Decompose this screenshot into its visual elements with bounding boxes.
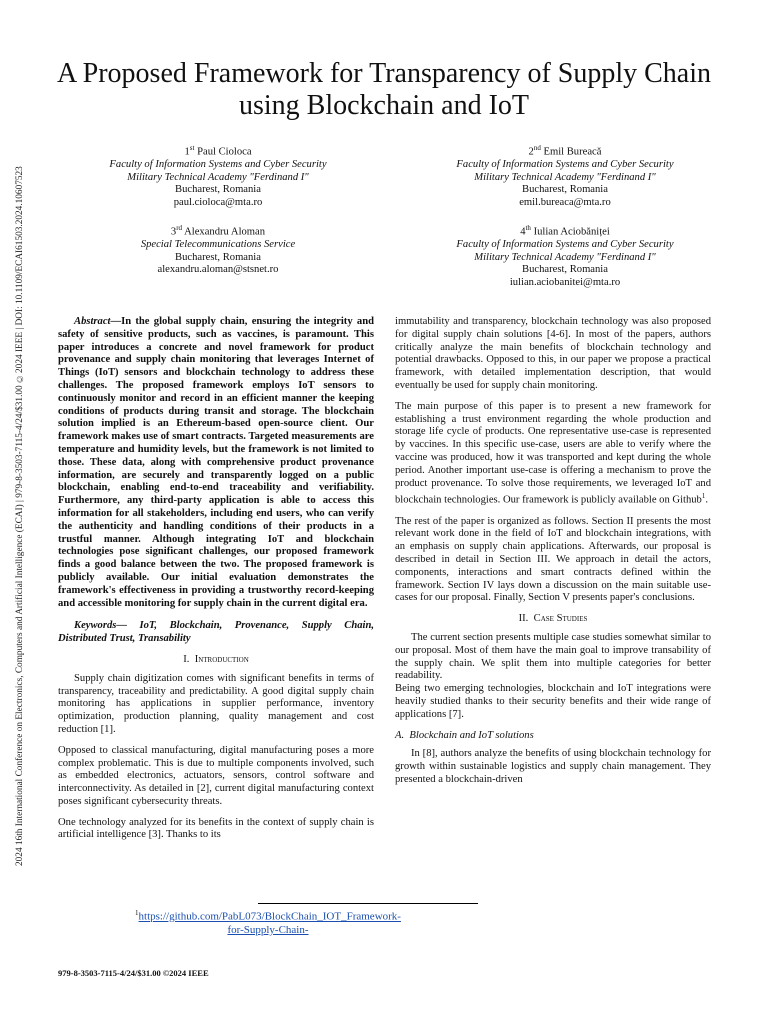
keywords: Keywords— IoT, Blockchain, Provenance, Supply Chain, Distributed Trust, Transability	[58, 620, 374, 645]
right-column	[395, 316, 711, 795]
author-email: emil.bureaca@mta.ro	[519, 196, 611, 208]
footnote: $^1$https://github.com/PabL073/BlockChain_IOT_Framework- for-Supply-Chain-	[135, 909, 401, 936]
author-city: Bucharest, Romania	[522, 264, 608, 276]
paper-title: A Proposed Framework for Transparency of Supply Chain using Blockchain and IoT	[56, 58, 712, 121]
case-paragraph: Being two emerging technologies, blockchain and IoT integrations were heavily studied thanks to their security benefits and their wide range of applications [7].	[395, 683, 711, 720]
body-paragraph: immutability and transparency, blockchain technology was also proposed for digital supply chain solutions [4-6]. In most of the papers, authors critically analyze the main benefits of blockchain technology and potential drawbacks. Opposed to this, in our paper we propose a practical framework, with detailed implementation description, that would eventually be used for supply chain monitoring.	[395, 316, 711, 391]
author-affiliation: Faculty of Information Systems and Cyber Security	[456, 159, 674, 171]
author-email: alexandru.aloman@stsnet.ro	[157, 264, 279, 276]
author-affiliation: Military Technical Academy "Ferdinand I"	[474, 171, 656, 183]
intro-paragraph: Opposed to classical manufacturing, digital manufacturing poses a more complex problematic. This is due to multiple components involved, such as embedded electronics, actuators, sensors, control software and interconnectivity. As detailed in [2], current digital manufacturing context poses significant cybersecurity threats.	[58, 744, 374, 807]
author-block-2: 2nd Emil Bureacă Faculty of Information Systems and Cyber Security Military Technical Academy "Ferdinand I" Bucharest, Romania emil.bureaca@mta.ro	[405, 142, 725, 210]
section-heading-introduction: I. Introduction	[183, 653, 249, 665]
github-link[interactable]: https://github.com/PabL073/BlockChain_IOT_Framework-	[138, 910, 401, 923]
case-paragraph: In [8], authors analyze the benefits of using blockchain technology for growth within sustainable logistics and supply chain management. They presented a blockchain-driven	[395, 748, 711, 786]
author-affiliation: Special Telecommunications Service	[140, 239, 296, 251]
author-affiliation: Military Technical Academy "Ferdinand I"	[127, 171, 309, 183]
intro-paragraph: One technology analyzed for its benefits in the context of supply chain is artificial intelligence [3]. Thanks to its	[58, 816, 374, 841]
doi-sidebar: 2024 16th International Conference on Electronics, Computers and Artificial Intelligence (ECAI) | 979-8-3503-7115-4/24/$31.00 ©2024 IEEE | DOI: 10.1109/ECAI61503.2024.10607523	[15, 166, 25, 866]
author-affiliation: Faculty of Information Systems and Cyber Security	[456, 239, 674, 251]
author-block-3: 3rd Alexandru Aloman Special Telecommunications Service Bucharest, Romania alexandru.aloman@stsnet.ro	[58, 222, 378, 277]
author-name: Emil Bureacă	[543, 146, 602, 158]
footnote-rule	[258, 903, 478, 904]
intro-paragraph: Supply chain digitization comes with significant benefits in terms of transparency, traceability and predictability. A good digital supply chain monitoring has applications in supplier performance, inventory optimization, production planning, quality management and cost reduction [1].	[58, 672, 374, 735]
author-block-4: 4th Iulian Aciobăniței Faculty of Information Systems and Cyber Security Military Technical Academy "Ferdinand I" Bucharest, Romania iulian.aciobanitei@mta.ro	[405, 222, 725, 290]
author-city: Bucharest, Romania	[522, 184, 608, 196]
author-name: Alexandru Aloman	[184, 226, 266, 238]
body-paragraph: The rest of the paper is organized as follows. Section II presents the most relevant work done in the field of IoT and blockchain integrations, with an emphasis on supply chain applications. Afterwards, our proposal is described in detail in Section III. We approach in detail the actors, components, interactions and smart contracts defined within the framework. Section IV lays down a discussion on the main suitable use-cases for our proposal. Finally, Section V presents paper's conclusions.	[395, 515, 711, 604]
body-paragraph: The main purpose of this paper is to present a new framework for establishing a trust environment regarding the whole production and storage life cycle of products. One representative use-case is represented by vaccines. In this specific use-case, users are able to verify where the vaccine was produced, how it was transported and kept during the whole period. Another important use-case is offering a mechanism to prove the product provenance. To solve those requirements, we leveraged IoT and blockchain technologies. Our framework is publicly available on Github$^1$.	[395, 400, 711, 506]
abstract: Abstract—In the global supply chain, ensuring the integrity and safety of sensitive products, such as vaccines, is paramount. This paper introduces a concrete and novel framework for product provenance and supply chain monitoring that leverages Internet of Things (IoT) sensors and blockchain technology to address these challenges. The proposed framework employs IoT sensors to continuously monitor and record in an efficient manner the keeping conditions of products during transit and storage. The blockchain solution implied is an Ethereum-based open-source client. Our framework makes use of smart contracts. Targeted measurements are temperature and humidity levels, but the framework is not limited to those. These data, along with comprehensive product provenance information, are securely and transparently logged on a public blockchain, enabling end-to-end traceability and verifiability. Furthermore, any third-party application is able to access this information for all stakeholders, including end users, who can verify the authenticity and handling conditions of their products in a trustful manner. Although integrating IoT and blockchain technologies pose significant challenges, our proposed framework finds a good balance between the two. The proposed framework is publicly available. Our initial evaluation demonstrates the framework's effectiveness in providing a trustworthy record-keeping and accessible monitoring for supply chain in the current digital era.	[58, 316, 374, 609]
author-city: Bucharest, Romania	[175, 251, 261, 263]
author-name: Paul Ciolocа	[197, 146, 252, 158]
section-heading-case-studies: II. Case Studies	[518, 613, 588, 625]
author-email: paul.ciolocа@mta.ro	[173, 196, 263, 208]
author-affiliation: Military Technical Academy "Ferdinand I"	[474, 251, 656, 263]
github-link-continued[interactable]: for-Supply-Chain-	[227, 923, 309, 936]
subsection-heading-a: A. Blockchain and IoT solutions	[395, 729, 534, 741]
left-column	[58, 316, 374, 850]
author-city: Bucharest, Romania	[175, 184, 261, 196]
author-email: iulian.aciobanitei@mta.ro	[509, 276, 621, 288]
copyright-notice: 979-8-3503-7115-4/24/$31.00 ©2024 IEEE	[58, 968, 209, 978]
author-affiliation: Faculty of Information Systems and Cyber Security	[109, 159, 327, 171]
author-name: Iulian Aciobăniței	[533, 226, 610, 238]
author-block-1: 1st Paul Ciolocа Faculty of Information Systems and Cyber Security Military Technical Academy "Ferdinand I" Bucharest, Romania paul.ciolocа@mta.ro	[58, 142, 378, 210]
case-paragraph: The current section presents multiple case studies somewhat similar to our proposal. Most of them have the main goal to improve transability of the supply chain. We split them into multiple categories for better readability.	[395, 632, 711, 682]
